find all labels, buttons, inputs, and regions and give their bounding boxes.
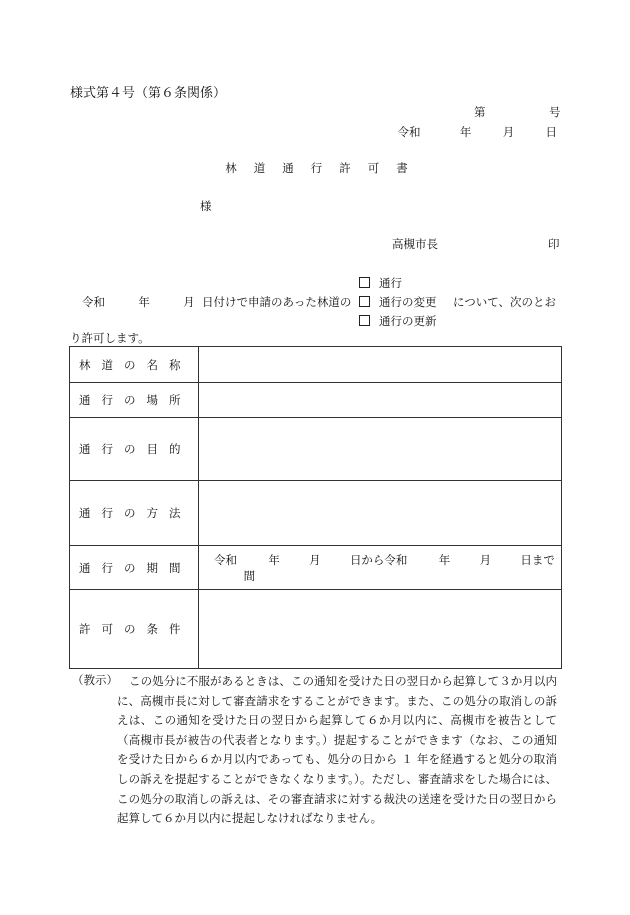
- application-text-tail: について、次のとお: [453, 295, 557, 309]
- row-label-method: 通行の方法: [70, 481, 199, 546]
- issue-date-day: 日: [545, 125, 557, 139]
- issue-date-month: 月: [502, 125, 515, 139]
- document-number-label: 第: [474, 105, 486, 119]
- row-label-road-name: 林道の名称: [70, 347, 199, 383]
- application-text: 日付けで申請のあった林道の: [202, 295, 352, 309]
- option-change[interactable]: [359, 293, 437, 312]
- document-number-suffix: 号: [549, 105, 561, 119]
- notice-label: （教示）: [72, 673, 118, 687]
- application-date-era: 令和: [82, 295, 105, 309]
- period-field[interactable]: [199, 546, 562, 590]
- option-renewal[interactable]: [359, 312, 437, 331]
- issue-date: [398, 124, 557, 140]
- checkbox-icon[interactable]: [359, 277, 370, 288]
- option-label: 通行の更新: [379, 314, 437, 328]
- period-month-end: 月: [479, 552, 492, 567]
- period-era: 令和: [214, 552, 237, 567]
- row-label-location: 通行の場所: [70, 383, 199, 418]
- table-row: [70, 590, 562, 669]
- checkbox-icon[interactable]: [359, 296, 370, 307]
- issuer-name: 高槻市長: [392, 237, 438, 251]
- permit-type-options: [359, 274, 437, 331]
- document-title: 林道通行許可書: [225, 161, 425, 175]
- seal-mark: 印: [548, 237, 560, 251]
- purpose-field[interactable]: [199, 418, 562, 481]
- table-row: [70, 383, 562, 418]
- application-date: [82, 294, 195, 310]
- notice-text: この処分に不服があるときは、この通知を受けた日の翌日から起算して３か月以内に、高槻市長に対して審査請求をすることができます。また、この処分の取消しの訴えは、この通知を受けた日の翌日から起算して６か月以内に、高槻市を被告として（高槻市長が被告の代表者となります。）提起することができます（なお、この通知を受けた日から６か月以内であっても、処分の日から １ 年を経過すると処分の取消しの訴えを提起することができなくなります。）。ただし、審査請求をした場合には、この処分の取消しの訴えは、その審査請求に対する裁決の送達を受けた日の翌日から起算して６か月以内に提起しなければなりません。: [117, 674, 557, 826]
- checkbox-icon[interactable]: [359, 315, 370, 326]
- table-row: [70, 418, 562, 481]
- issue-date-era: 令和: [397, 125, 421, 139]
- application-date-year: 年: [138, 295, 150, 309]
- row-label-period: 通行の期間: [70, 546, 199, 590]
- option-label: 通行の変更: [379, 295, 437, 309]
- option-label: 通行: [379, 276, 402, 290]
- application-text-continuation: り許可します。: [70, 331, 150, 345]
- form-number: 様式第４号（第６条関係）: [70, 86, 227, 101]
- period-year-end: 年: [438, 552, 451, 567]
- row-label-conditions: 許可の条件: [70, 590, 199, 669]
- period-from: 日から令和: [349, 552, 408, 567]
- road-name-field[interactable]: [199, 347, 562, 383]
- option-passage[interactable]: [359, 274, 437, 293]
- period-year: 年: [268, 552, 280, 567]
- conditions-field[interactable]: [199, 590, 562, 669]
- table-row: [70, 347, 562, 383]
- row-label-purpose: 通行の目的: [70, 418, 199, 481]
- period-duration: 間: [243, 568, 256, 583]
- method-field[interactable]: [199, 481, 562, 546]
- location-field[interactable]: [199, 383, 562, 418]
- application-date-month: 月: [183, 295, 195, 309]
- addressee-suffix: 様: [200, 199, 212, 213]
- table-row: [70, 546, 562, 590]
- permit-details-table: [69, 346, 562, 669]
- period-month: 月: [309, 552, 321, 567]
- period-to: 日まで: [520, 552, 555, 567]
- issue-date-year: 年: [459, 125, 472, 139]
- table-row: [70, 481, 562, 546]
